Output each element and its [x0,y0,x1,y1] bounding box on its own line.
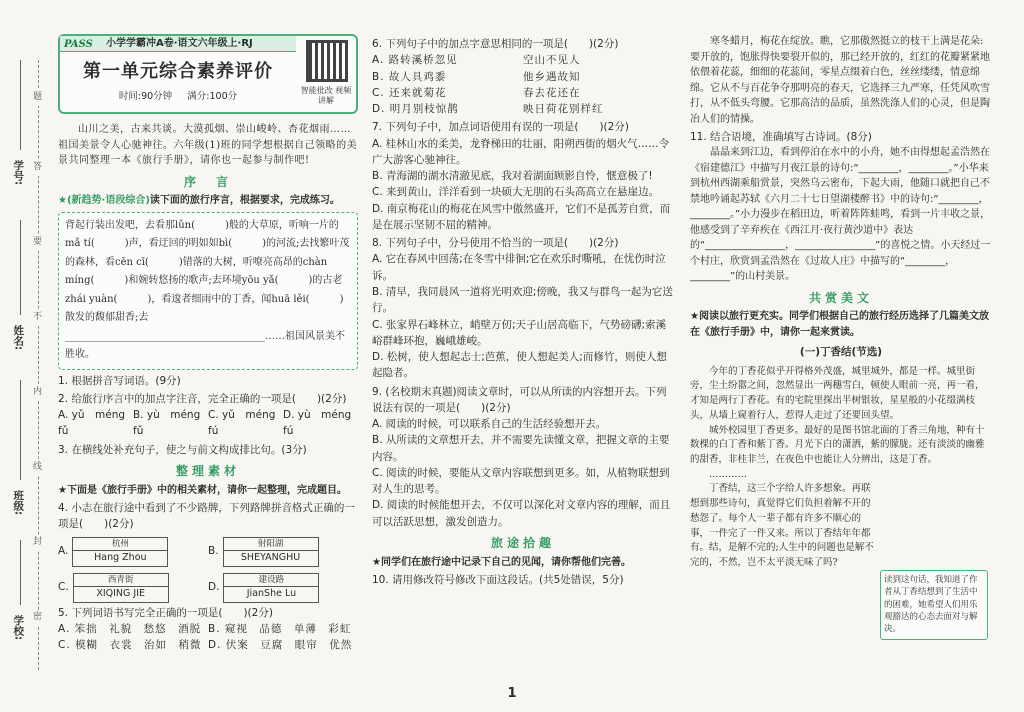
question-10-passage: 寒冬蜡月，梅花在绽放。瞧，它那傲然挺立的枝干上满是花朵:要开放的，饱胀得快要裂开似的，那已经开放的，红红的花瓣紧紧地依偎着花蕊，细细的花蕊间，零星点缀着白色，丝丝缕缕，情意绵绵。它从不与百花争夺那明亮的春天，它选择三九严寒，任凭风吹雪打，从不低头弯腰。它那高洁的品质，虽然洗涤人们的心灵，但是陶冶人们的情操。 [690,36,990,125]
exam-time: 时间:90分钟 [118,91,173,102]
road-sign [223,573,319,603]
exam-meta [60,90,296,105]
option[interactable] [372,69,674,85]
passage-paragraph: 城外校园里丁香更多。最好的是图书馆北面的丁香三角地，种有十数棵的白丁香和紫丁香。月光下白的潇洒，紫的朦胧。还有淡淡的幽雅的甜香，非桂非兰，在夜色中也能让人分辨出，这是丁香。 [690,424,985,465]
option[interactable]: D. 松树，使人想起志士;芭蕉，使人想起美人;而修竹，则使人想起隐者。 [372,351,667,380]
name-line [20,220,21,315]
option[interactable]: B. 青海湖的湖水清澈见底，我对着湖面顾影自怜，惬意极了! [372,170,653,183]
qr-label: 智能批改 视频讲解 [300,86,352,105]
sign-pinyin: JianShe Lu [224,586,318,599]
option[interactable] [372,101,674,117]
question-2-options [58,407,362,440]
road-sign [72,537,168,567]
option[interactable]: B. 清早，我同晨风一道将光明欢迎;傍晚，我又与群鸟一起为它送行。 [372,285,673,315]
appreciate-instruction: ★阅读以旅行更充实。同学们根据自己的旅行经历选择了几篇美文放在《旅行手册》中，请你一起来赏读。 [690,311,989,338]
question-2: 2. 给旅行序言中的加点字注音，完全正确的一项是( )(2分) [58,392,347,405]
preface-passage: 背起行装出发吧，去看那lǔn( )般的大草原，听响一片的mǎ tí( )声，看迂回的明如如bì( )的河流;去找繁叶茂的森林，看cēn cī( )错落的大树，听嘹亮高昂的chàn míng( )和婉转悠扬的歌声;去环境yōu yǎ( )的古老zhái yuàn( )，看逡者细雨中的丁香，闻huā lěi( )散发的馥郁甜香;去________________________________________……祖国风景美不胜收。 [58,212,358,370]
sign-chinese: 建设路 [258,575,285,586]
option[interactable]: A. yǔ méng fǔ [58,409,136,438]
option[interactable]: B. 窥视 品德 单薄 彩虹 [208,622,352,635]
section-appreciate: 共赏美文 [808,290,873,305]
sign-option-d[interactable] [208,573,358,603]
option-letter: D. [208,581,220,594]
question-1: 1. 根据拼音写词语。(9分) [58,374,181,387]
section-material: 整理素材 [175,463,240,478]
option[interactable]: A. 它在春风中回荡;在冬雪中徘徊;它在欢乐时嘶吼，在忧伤时泣诉。 [372,253,666,282]
option-right: 映日荷花别样红 [523,103,604,116]
preface-instruction [58,193,358,209]
question-6: 6. 下列句子中的加点字意思相同的一项是( )(2分) [372,38,619,50]
option-left: D. 明月别枝惊鹊 [372,103,459,116]
sign-pinyin: XIQING JIE [74,586,168,599]
sign-pinyin: Hang Zhou [73,550,167,563]
column-left [58,34,362,653]
question-9: 9. (名校期末真题)阅读文章时，可以从所读的内容想开去。下列说法有误的一项是( )(2分) [372,385,667,414]
question-5-options [58,621,358,654]
page-number: 1 [507,685,517,701]
school-line [20,540,21,605]
option[interactable]: A. 笨拙 礼貌 愁悠 酒脱 [58,622,202,635]
sign-chinese: 西青街 [107,575,134,586]
travel-instruction: ★同学们在旅行途中记录下自己的见闻，请你帮他们完善。 [372,556,631,568]
option[interactable]: C. yǔ méng fú [208,409,286,438]
question-10: 10. 请用修改符号修改下面这段话。(共5处错误，5分) [372,574,624,587]
option-left: A. 路转溪桥忽见 [372,54,458,67]
option[interactable]: B. yù méng fǔ [133,409,211,438]
passage-paragraph: 今年的丁香花似乎开得格外茂盛，城里城外，都是一样。城里街旁，尘土纷嚣之间，忽然显出一两穗雪白，顿使人眼前一亮，再一看，才知是两行丁香花。有的宅院里探出半树银妆，星星般的小花缀满枝头，从墙上窥着行人，惹得人走过了还要回头望。 [690,365,985,421]
passage-paragraph: 丁香结，这三个字给人许多想象。再联想到那些诗句，真觉得它们负担着解不开的愁怨了。每个人一辈子都有许多不顺心的事，一件完了一件又来。所以丁香结年年都有。结，是解不完的;人生中的问题也是解不完的，不然，岂不太平淡无味了吗? [690,483,874,568]
option-right: 春去花还在 [523,86,581,99]
section-travel: 旅途拾趣 [490,535,555,550]
exam-title: 第一单元综合素养评价 [83,61,273,82]
sign-pinyin: SHEYANGHU [224,550,318,563]
question-3: 3. 在横线处补充句子，使之与前文构成排比句。(3分) [58,443,307,456]
preface-instruction-text: 读下面的旅行序言，根据要求，完成练习。 [149,195,340,207]
cut-char: 线 [33,460,42,476]
school-label: 学校: [12,615,25,641]
question-6-options [372,52,674,117]
option[interactable]: C. 阅读的时候，要能从文章内容联想到更多。如，从植物联想到对人生的思考。 [372,466,670,496]
student-number-label: 学号: [12,160,25,186]
option-right: 空山不见人 [523,54,581,67]
column-right [690,34,992,571]
option-letter: A. [58,545,69,558]
sign-option-b[interactable] [208,537,358,567]
cut-char: 要 [33,235,42,251]
road-sign [223,537,319,567]
qr-code-icon[interactable] [306,40,348,82]
series-title: 小学学霸冲A卷·语文六年级上·RJ [106,38,253,49]
option-left: C. 还来就菊花 [372,86,447,99]
question-4: 4. 小志在旅行途中看到了不少路牌，下列路牌拼音格式正确的一项是( )(2分) [58,502,355,531]
class-line [20,380,21,480]
option-letter: B. [208,545,219,558]
column-middle [372,34,674,588]
option[interactable]: D. 阅读的时候能想开去，不仅可以深化对文章内容的理解，而且可以活跃思想，激发创造力。 [372,499,671,528]
exam-score: 满分:100分 [187,91,238,102]
option[interactable]: C. 模糊 衣裳 治如 稍微 [58,639,202,652]
option[interactable]: A. 阅读的时候，可以联系自己的生活经验想开去。 [372,418,607,431]
question-8: 8. 下列句子中，分号使用不恰当的一项是( )(2分) [372,237,619,250]
intro-text: 山川之美，古来共谈。大漠孤烟、崇山峻岭、杏花烟雨……祖国美景令人心驰神往。六年级(1)班的同学想根据自己领略的美景共同整理一本《旅行手册》，请你也一起参与制作吧! [58,124,358,166]
student-number-line [20,60,21,150]
option[interactable]: C. 张家界石峰林立，峭壁万仞;天子山居高临下，气势磅礴;索溪峪群峰环抱，巍峨雄峻。 [372,318,667,347]
option-right: 他乡遇故知 [523,70,581,83]
sign-option-a[interactable] [58,537,208,567]
exam-header [58,34,358,114]
cut-char: 题 [33,90,42,106]
option[interactable]: D. yù méng fú [283,409,362,438]
question-4-signs [58,537,358,603]
sign-chinese: 杭州 [111,539,129,550]
sign-chinese: 射阳湖 [257,539,284,550]
option[interactable]: D. 南京梅花山的梅花在风雪中傲然盛开，它们不是孤芳自赏，而是在展示坚韧不屈的精神。 [372,202,671,231]
option[interactable]: A. 桂林山水的柔美，龙脊梯田的壮丽，阳朔西街的烟火气……令广大游客心驰神往。 [372,137,670,166]
cut-char: 内 [33,385,42,401]
option-letter: C. [58,581,69,594]
option-left: B. 故人具鸡黍 [372,70,447,83]
binding-margin [8,20,54,700]
option[interactable] [372,52,674,68]
tag-new-trend: ★(新趋势·语段综合) [58,195,150,207]
passage-title: (一)丁香结(节选) [799,346,883,359]
series-bar [60,36,296,52]
section-preface: 序 言 [183,174,232,189]
passage-ellipsis: ………… [709,468,747,480]
class-label: 班级: [12,490,25,516]
question-11-passage: 晶晶来到江边，看到停泊在水中的小舟，她不由得想起孟浩然在《宿建德江》中描写月夜江景的诗句:“________，________。”小华来到杭州西湖乘船赏景，突然乌云密布，下起大雨，他随口就把自己不禁地吟诵起苏轼《六月二十七日望湖楼醉书》中的诗句:“________，________。”小力漫步在稻田边，听着阵阵蛙鸣，看到一片丰收之景，他感受到了辛弃疾在《西江月·夜行黄沙道中》表达的“________________，________________”的喜悦之情。小天经过一个村庄，欣赏到孟浩然在《过故人庄》中描写的“________，________”的山村美景。 [690,147,991,283]
road-sign [73,573,169,603]
cut-char: 不 [33,310,42,326]
cut-char: 密 [33,610,42,626]
option[interactable]: C. 来到黄山，洋洋看到一块硕大无朋的石头高高立在悬崖边。 [372,186,660,199]
question-11: 11. 结合语境，准确填写古诗词。(8分) [690,131,872,143]
sign-option-c[interactable] [58,573,208,603]
pass-logo: PASS [64,39,93,50]
question-5: 5. 下列词语书写完全正确的一项是( )(2分) [58,606,273,619]
annotation-note: 读到这句话，我知道了作者从丁香结想到了生活中的困难，她希望人们用乐观豁达的心态去面对与解决。 [880,570,988,640]
option[interactable] [372,85,674,101]
option[interactable]: D. 伏案 豆腐 眼帘 优然 [208,639,353,652]
material-instruction: ★下面是《旅行手册》中的相关素材，请你一起整理，完成题目。 [58,484,347,496]
name-label: 姓名: [12,325,25,351]
question-7: 7. 下列句子中，加点词语使用有误的一项是( )(2分) [372,121,629,134]
cut-char: 答 [33,160,42,176]
cut-line [38,60,39,670]
option[interactable]: B. 从所读的文章想开去，并不需要先读懂文章，把握文章的主要内容。 [372,434,670,463]
cut-char: 封 [33,535,42,551]
